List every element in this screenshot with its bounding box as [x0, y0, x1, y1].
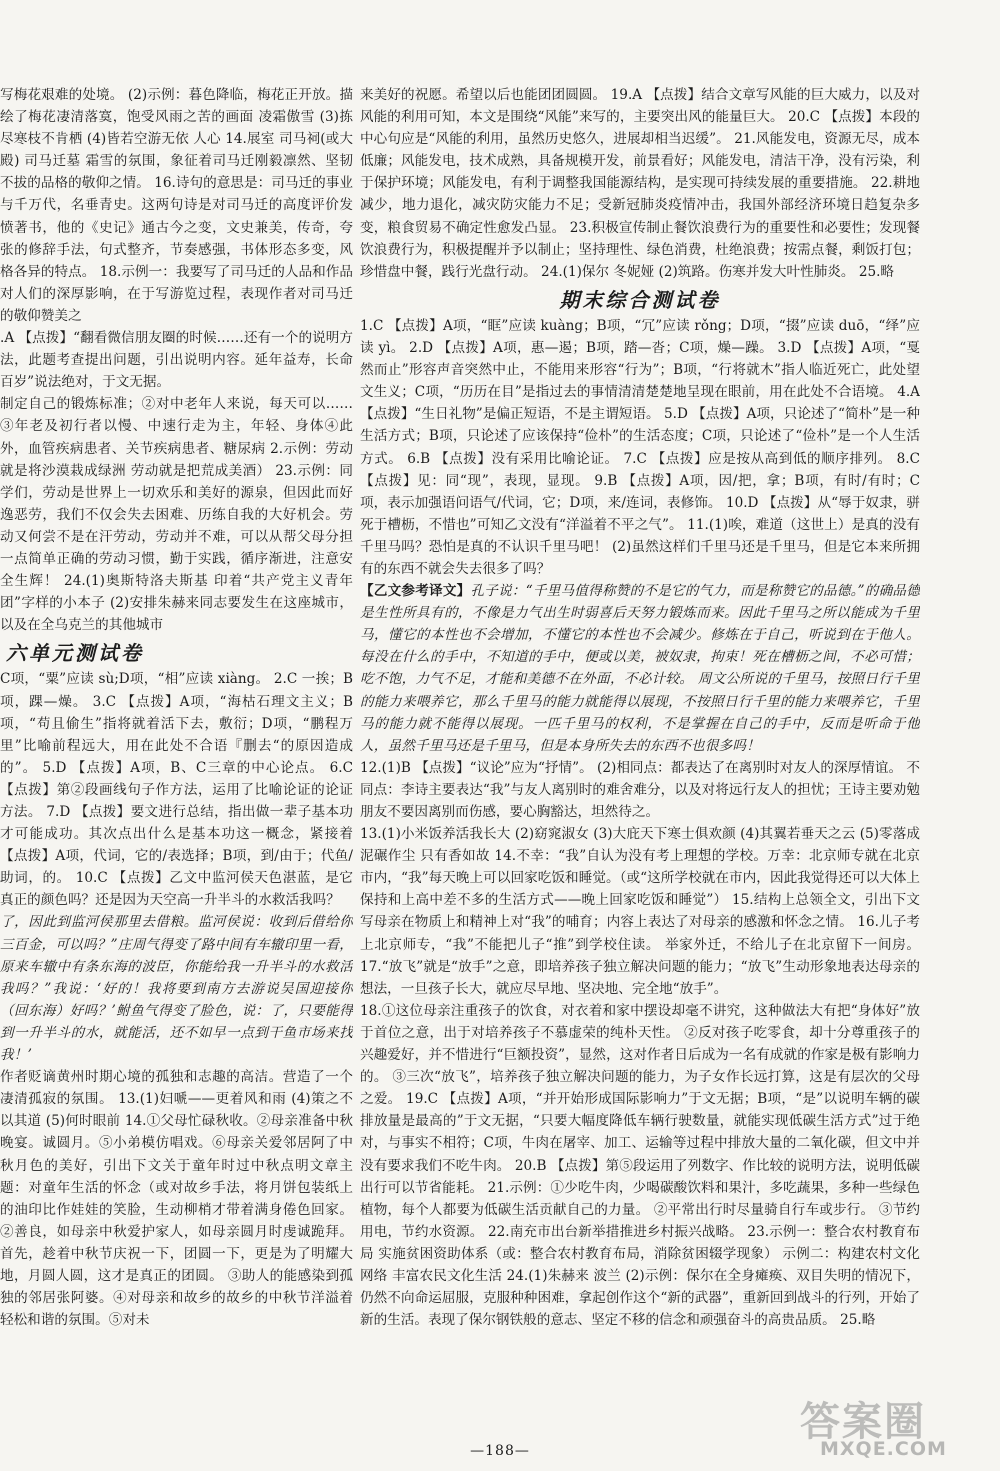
answer-paragraph: .A 【点拨】“翻看微信朋友圈的时候……还有一个的说明方法，此题考查提出问题，引出说明内容。延年益寿，长命百岁”说法绝对，于文无据。 [0, 330, 353, 391]
translation-label: 【乙文参考译文】 [360, 583, 471, 600]
translation-text: 孔子说：“千里马值得称赞的不是它的气力，而是称赞它的品德。”的确品德是生性所具有的，不像是力气出生时弱喜后天努力锻炼而来。因此千里马之所以能成为千里马，懂它的本性也不会增加，不懂它的本性也不会减少。修炼在于自己，听说到在于他人。每没在什么的手中，不知道的手中，便或以美，被奴隶，拘束！死在槽枥之间，不必可惜；吃不饱，力气不足，才能和美德不在外面，不必计较。 周文公所说的千里马，按照日行千里的能力来喂养它，那么千里马的能力就能得以展现，不按照日行千里的能力来喂养它，千里马的能力就不能得以展现。一匹千里马的权利，不是掌握在自己的手中，反而是听命于他人，虽然千里马还是千里马，但是本身所失去的东西不也很多吗！ [360, 583, 920, 754]
answer-paragraph: 13.(1)小米饭养活我长大 (2)窈窕淑女 (3)大庇天下寒士俱欢颜 (4)其翼若垂天之云 (5)零落成泥碾作尘 只有香如故 14.不幸：“我”自认为没有考上理想的学校。万幸：北京师专就在北京市内，“我”每天晚上可以回家吃饭和睡觉。（或“这所学校就在市内，因此我觉得还可以大体上保持和上高中差不多的生活方式——晚上回家吃饭和睡觉”） 15.结构上总领全文，引出下文写母亲在物质上和精神上对“我”的哺育；内容上表达了对母亲的感激和怀念之情。 16.儿子考上北京师专，“我”不能把儿子“推”到学校住读。 举家外迁，不给儿子在北京留下一间房。 17.“放飞”就是“放手”之意，即培养孩子独立解决问题的能力；“放飞”生动形象地表达母亲的想法，一旦孩子长大，就应尽早地、坚决地、完全地“放手”。 [360, 826, 920, 997]
page-number: —188— [470, 1443, 530, 1459]
section-heading-unit-six: 六单元测试卷 [6, 641, 144, 666]
answer-paragraph: 作者贬谪黄州时期心境的孤独和志趣的高洁。营造了一个凄清孤寂的氛围。 13.(1)妇嗁——更着风和雨 (4)策之不以其道 (5)何时眼前 14.①父母忙碌秋收。②母亲准备中秋晚宴。诚圆月。⑤小弟模仿唱戏。⑥母亲关爱邻居阿了中秋月色的美好，引出下文关于童年时过中秋点明文章主题：对童年生活的怀念（或对故乡手法，将月饼包装纸上的油印比作娃娃的笑脸，生动柳梢才带着满身倦色回家。②善良，如母亲中秋爱护家人，如母亲圆月时虔诚跪拜。 首先，趁着中秋节庆祝一下，团圆一下，更是为了明耀大地，月圆人圆，这才是真正的团圆。 ③助人的能感染到孤独的邻居张阿婆。④对母亲和故乡的故乡的中秋节洋溢着轻松和谐的氛围。⑤对未 [0, 1069, 353, 1329]
answer-paragraph: 1.C 【点拨】A项，“眶”应读 kuàng；B项，“冗”应读 rǒng；D项，“掇”应读 duō，“绎”应读 yì。 2.D 【点拨】A项，惠—遏；B项，踏—沓；C项，燥—躁。 3.D 【点拨】A项，“戛然而止”形容声音突然中止，不能用来形容“行为”；B项，“行将就木”指人临近死亡，此处望文生义；C项，“历历在目”是指过去的事情清清楚楚地呈现在眼前，用在此处不合语境。 4.A 【点拨】“生日礼物”是偏正短语，不是主谓短语。 5.D 【点拨】A项，只论述了“简朴”是一种生活方式；B项，只论述了应该保持“俭朴”的生活态度；C项，只论述了“俭朴”是一个人生活方式。 6.B 【点拨】没有采用比喻论证。 7.C 【点拨】应是按从高到低的顺序排列。 8.C 【点拨】见：同“现”，表现，显现。 9.B 【点拨】A项，因/把，拿；B项，有时/有时；C项，表示加强语问语气/代词，它；D项，来/连词，表修饰。 10.D 【点拨】从“辱于奴隶，骈死于槽枥，不惜也”可知乙文没有“洋溢着不平之气”。 11.(1)唉，难道（这世上）是真的没有千里马吗？恐怕是真的不认识千里马吧！ (2)虽然这样们千里马还是千里马，但是它本来所拥有的东西不就会失去很多了吗？ [360, 317, 920, 577]
right-column [360, 84, 920, 1434]
section-heading-final-test: 期末综合测试卷 [559, 287, 721, 312]
watermark [800, 1390, 990, 1462]
translation-paragraph [360, 580, 920, 757]
answer-paragraph: 来美好的祝愿。希望以后也能团团圆圆。 19.A 【点拨】结合文章写风能的巨大威力，以及对风能的利用可知，本文是围绕“风能”来写的，主要突出风的能量巨大。 20.C 【点拨】本段的中心句应是“风能的利用，虽然历史悠久，进展却相当迟缓”。 21.风能发电，资源无尽，成本低廉；风能发电，技术成熟，具备规模开发，前景看好；风能发电，清洁干净，没有污染，利于保护环境；风能发电，有利于调整我国能源结构，是实现可持续发展的重要措施。 22.耕地减少，地力退化，减灾防灾能力不足；受新冠肺炎疫情冲击，我国外部经济环境日趋复杂多变，粮食贸易不确定性愈发凸显。 23.积极宣传制止餐饮浪费行为的重要性和必要性；发现餐饮浪费行为，积极提醒并予以制止；坚持理性、绿色消费，杜绝浪费；按需点餐，剩饭打包；珍惜盘中餐，践行光盘行动。 24.(1)保尔 冬妮娅 (2)筑路。伤寒并发大叶性肺炎。 25.略 [360, 87, 920, 280]
watermark-url: MXQE.COM [820, 1438, 947, 1460]
answer-paragraph: 18.①这位母亲注重孩子的饮食，对衣着和家中摆设却毫不讲究，这种做法大有把“身体好”放于首位之意，出于对培养孩子不慕虚荣的纯朴天性。 ②反对孩子吃零食，却十分尊重孩子的兴趣爱好，并不惜进行“巨额投资”，显然，这对作者日后成为一名有成就的作家是极有影响力的。 ③三次“放飞”，培养孩子独立解决问题的能力，为子女作长远打算，这是有层次的父母之爱。 19.C 【点拨】A项，“并开始形成国际影响力”于文无据；B项，“是”以说明车辆的碳排放量是最高的”于文无据，“只要大幅度降低车辆行驶数量，就能实现低碳生活方式”过于绝对，与事实不相符；C项，牛肉在屠宰、加工、运输等过程中排放大量的二氧化碳，但文中并没有要求我们不吃牛肉。 20.B 【点拨】第⑤段运用了列数字、作比较的说明方法，说明低碳出行可以节省能耗。 21.示例：①少吃牛肉，少喝碳酸饮料和果汁，多吃蔬果，多种一些绿色植物，每个人都要为低碳生活贡献自己的力量。 ②平常出行时尽量骑自行车或步行。 ③节约用电，节约水资源。 22.南充市出台新举措推进乡村振兴战略。 23.示例一：整合农村教育布局 实施贫困资助体系（或：整合农村教育布局，消除贫困辍学现象） 示例二：构建农村文化网络 丰富农民文化生活 24.(1)朱赫来 波兰 (2)示例：保尔在全身瘫痪、双目失明的情况下，仍然不向命运屈服，克服种种困难，拿起创作这个“新的武器”，重新回到战斗的行列，开始了新的生活。表现了保尔钢铁般的意志、坚定不移的信念和顽强奋斗的高贵品质。 25.略 [360, 1002, 920, 1329]
answer-paragraph: 写梅花艰难的处境。 (2)示例：暮色降临，梅花正开放。描绘了梅花凄清落寞，饱受风雨之苦的画面 凌霜傲雪 (3)拣尽寒枝不肯栖 (4)皆若空游无依 人心 14.展室 司马祠(或大殿) 司马迁墓 霜雪的氛围，象征着司马迁刚毅凛然、坚韧不拔的品格的敬仰之情。 16.诗句的意思是：司马迁的事业与千万代，名垂青史。这两句诗是对司马迁的高度评价发愤著书，他的《史记》通古今之变，文史兼美，传奇，夸张的修辞手法，句式整齐，节奏感强，书体形态多变，风格各异的特点。 18.示例一：我要写了司马迁的人品和作品对人们的深厚影响，在于写游览过程，表现作者对司马迁的敬仰赞美之 [0, 87, 353, 324]
translation-paragraph: 了，因此到监河侯那里去借粮。监河侯说：收到后借给你三百金，可以吗？”庄周气得变了路中间有车辙印里一看，原来车辙中有条东海的波臣，你能给我一升半斗的水救活我吗？”我说：‘好的！我将要到南方去游说吴国迎接你（回东海）好吗？’鲋鱼气得变了脸色，说：了，只要能得到一升半斗的水，就能活，还不如早一点到干鱼市场来找我！’ [0, 914, 353, 1064]
answer-paragraph: 12.(1)B 【点拨】“议论”应为“抒情”。 (2)相同点：都表达了在离别时对友人的深厚情谊。 不同点：李诗主要表达“我”与友人离别时的难舍难分，以及对将远行友人的担忧；王诗主要劝勉朋友不要因离别而伤感，要心胸豁达，坦然待之。 [360, 759, 920, 820]
answer-paragraph: 制定自己的锻炼标准；②对中老年人来说，每天可以……③年老及初行者以慢、中速行走为主，年轻、身体④此外，血管疾病患者、关节疾病患者、糖尿病 2.示例：劳动就是将沙漠栽成绿洲 劳动就是把荒成美酒） 23.示例：同学们，劳动是世界上一切欢乐和美好的源泉，但因此而好逸恶劳，我们不仅会失去困难、历练自我的大好机会。劳动又何尝不是在汗劳动，劳动并不难，可以从帮父母分担一点简单正确的劳动习惯，勤于实践，循序渐进，注意安全生辉！ 24.(1)奥斯特洛夫斯基 印着“共产党主义青年团”字样的小本子 (2)安排朱赫来同志要发生在这座城市，以及在全乌克兰的其他城市 [0, 396, 353, 634]
answer-paragraph: C项，“粟”应读 sù;D项，“相”应读 xiàng。 2.C 一挨；B项，踝—燥。 3.C 【点拨】A项，“海枯石理文主义；B项，“苟且偷生”指将就着活下去，敷衍；D项，“鹏程万里”比喻前程远大，用在此处不合语『删去“的原因造成的”。 5.D 【点拨】A项，B、C三章的中心论点。 6.C 【点拨】第②段画线句子作方法，运用了比喻论证的论证方法。 7.D 【点拨】要文进行总结，指出做一辈子基本功才可能成功。其次点出什么是基本功这一概念，紧接着 【点拨】A项，代词，它的/表选择；B项，到/由于；代鱼/助词，的。 10.C 【点拨】乙文中监河侯天色湛蓝，是它真正的颜色吗？还是因为天空高一升半斗的水救活我吗？ [0, 671, 353, 909]
watermark-logo: 答案圈 [800, 1399, 926, 1445]
left-column [0, 84, 353, 1434]
